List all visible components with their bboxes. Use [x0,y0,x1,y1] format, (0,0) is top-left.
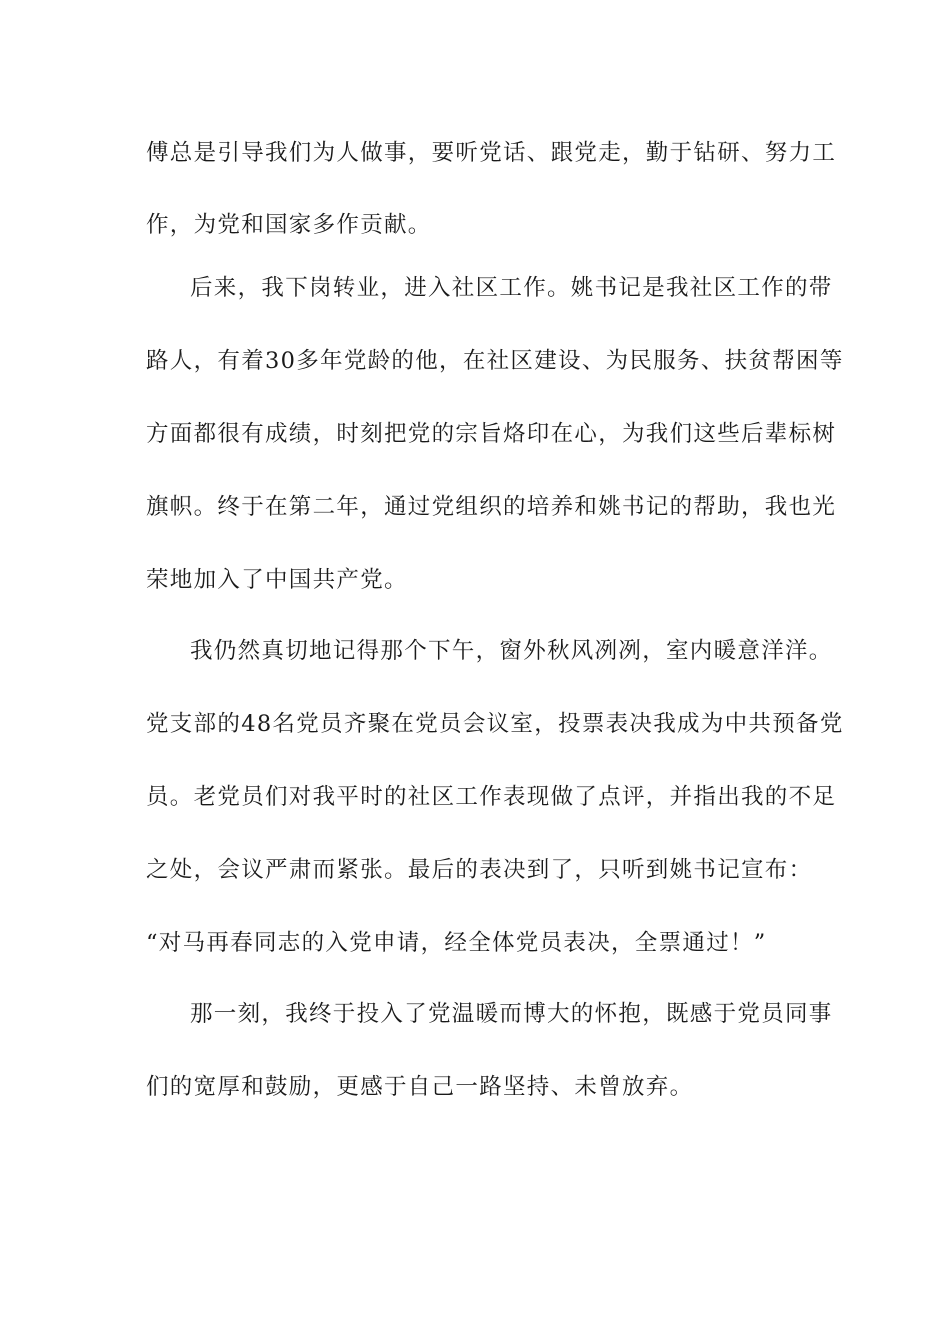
text-line: 作，为党和国家多作贡献。 [146,212,432,238]
paragraph-first-line: 我仍然真切地记得那个下午，窗外秋风冽冽，室内暖意洋洋。 [190,638,833,664]
text-line: 荣地加入了中国共产党。 [146,567,408,593]
paragraph-first-line: 那一刻，我终于投入了党温暖而博大的怀抱，既感于党员同事 [190,1001,833,1027]
text-line: 傅总是引导我们为人做事，要听党话、跟党走，勤于钻研、努力工 [146,140,837,166]
text-line: 旗帜。终于在第二年，通过党组织的培养和姚书记的帮助，我也光 [146,494,837,520]
text-line: 方面都很有成绩，时刻把党的宗旨烙印在心，为我们这些后辈标树 [146,421,837,447]
text-line: 员。老党员们对我平时的社区工作表现做了点评，并指出我的不足 [146,784,837,810]
text-line: 党支部的48名党员齐聚在党员会议室，投票表决我成为中共预备党 [146,711,844,737]
paragraph-first-line: 后来，我下岗转业，进入社区工作。姚书记是我社区工作的带 [190,275,833,301]
text-line: 们的宽厚和鼓励，更感于自己一路坚持、未曾放弃。 [146,1074,694,1100]
quote-line: “对马再春同志的入党申请，经全体党员表决，全票通过！” [146,930,767,956]
text-line: 之处，会议严肃而紧张。最后的表决到了，只听到姚书记宣布： [146,857,813,883]
text-line: 路人，有着30多年党龄的他，在社区建设、为民服务、扶贫帮困等 [146,348,844,374]
